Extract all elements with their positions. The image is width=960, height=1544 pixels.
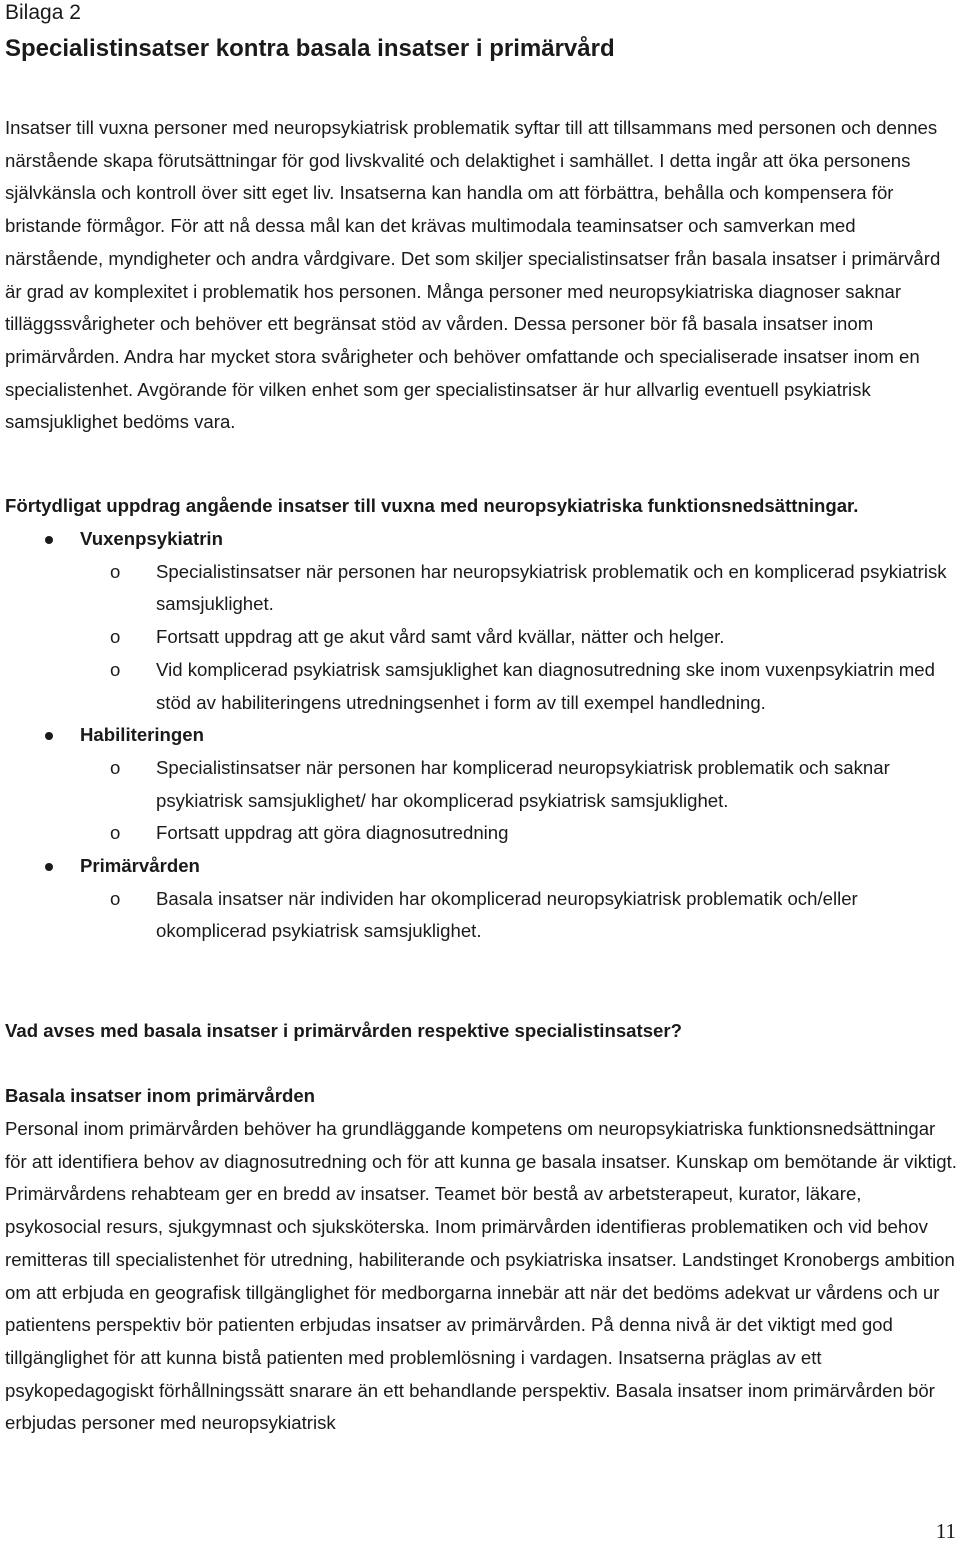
mandate-heading: Förtydligat uppdrag angående insatser till vuxna med neuropsykiatriska funktionsnedsättningar. <box>5 495 859 516</box>
circle-marker-icon: o <box>110 756 121 778</box>
bullet-label: Primärvården <box>80 855 200 877</box>
list-item <box>5 621 955 654</box>
page-number: 11 <box>935 1519 956 1543</box>
bullet-label: Vuxenpsykiatrin <box>80 528 223 549</box>
bullet-habiliteringen <box>5 719 955 752</box>
appendix-label: Bilaga 2 <box>5 1 81 24</box>
circle-marker-icon: o <box>110 887 121 909</box>
list-item <box>5 654 955 719</box>
list-item-text: Fortsatt uppdrag att ge akut vård samt vård kvällar, nätter och helger. <box>156 626 725 648</box>
list-item <box>5 883 955 948</box>
question-heading: Vad avses med basala insatser i primärvården respektive specialistinsatser? <box>5 1020 682 1041</box>
basic-section-heading: Basala insatser inom primärvården <box>5 1085 316 1106</box>
list-item-text: Specialistinsatser när personen har komplicerad neuropsykiatrisk problematik och saknar psykiatrisk samsjuklighet/ har okomplicerad psykiatrisk samsjuklighet. <box>156 756 890 811</box>
bullet-label: Habiliteringen <box>80 724 204 746</box>
mandate-list <box>5 523 955 948</box>
list-item-text: Fortsatt uppdrag att göra diagnosutredning <box>156 822 509 844</box>
circle-marker-icon: o <box>110 626 121 648</box>
bullet-vuxenpsykiatrin <box>5 523 955 556</box>
circle-marker-icon: o <box>110 658 121 680</box>
bullet-primarvarden <box>5 850 955 883</box>
list-item-text: Basala insatser när individen har okomplicerad neuropsykiatrisk problematik och/eller okomplicerad psykiatrisk samsjuklighet. <box>156 887 858 942</box>
list-item-text: Specialistinsatser när personen har neuropsykiatrisk problematik och en komplicerad psykiatrisk samsjuklighet. <box>156 560 947 615</box>
list-item-text: Vid komplicerad psykiatrisk samsjuklighet kan diagnosutredning ske inom vuxenpsykiatrin med stöd av habiliteringens utredningsenhet i form av till exempel handledning. <box>156 658 935 713</box>
circle-marker-icon: o <box>110 822 121 844</box>
list-item <box>5 817 955 850</box>
intro-paragraph: Insatser till vuxna personer med neuropsykiatrisk problematik syftar till att tillsammans med personen och dennes närstående skapa förutsättningar för god livskvalité och delaktighet i samhället. I detta ingår att öka personens självkänsla och kontroll över sitt eget liv. Insatserna kan handla om att förbättra, behålla och kompensera för bristande förmågor. För att nå dessa mål kan det krävas multimodala teaminsatser och samverkan med närstående, myndigheter och andra vårdgivare. Det som skiljer specialistinsatser från basala insatser i primärvård är grad av komplexitet i problematik hos personen. Många personer med neuropsykiatriska diagnoser saknar tilläggssvårigheter och behöver ett begränsat stöd av vården. Dessa personer bör få basala insatser inom primärvården. Andra har mycket stora svårigheter och behöver omfattande och specialiserade insatser inom en specialistenhet. Avgörande för vilken enhet som ger specialistinsatser är hur allvarlig eventuell psykiatrisk samsjuklighet bedöms vara. <box>5 117 941 433</box>
basic-section-paragraph: Personal inom primärvården behöver ha grundläggande kompetens om neuropsykiatriska funktionsnedsättningar för att identifiera behov av diagnosutredning och för att kunna ge basala insatser. Kunskap om bemötande är viktigt. Primärvårdens rehabteam ger en bredd av insatser. Teamet bör bestå av arbetsterapeut, kurator, läkare, psykosocial resurs, sjukgymnast och sjuksköterska. Inom primärvården identifieras problematiken och vid behov remitteras till specialistenhet för utredning, habiliterande och psykiatriska insatser. Landstinget Kronobergs ambition om att erbjuda en geografisk tillgänglighet för medborgarna innebär att när det bedöms adekvat ur vårdens och ur patientens perspektiv bör patienten erbjudas insatser av primärvården. På denna nivå är det viktigt med god tillgänglighet för att kunna bistå patienten med problemlösning i vardagen. Insatserna präglas av ett psykopedagogiskt förhållningssätt snarare än ett behandlande perspektiv. Basala insatser inom primärvården bör erbjudas personer med neuropsykiatrisk <box>5 1118 957 1434</box>
document-title: Specialistinsatser kontra basala insatser i primärvård <box>5 35 615 62</box>
circle-marker-icon: o <box>110 560 121 582</box>
list-item <box>5 752 955 817</box>
list-item <box>5 556 955 621</box>
